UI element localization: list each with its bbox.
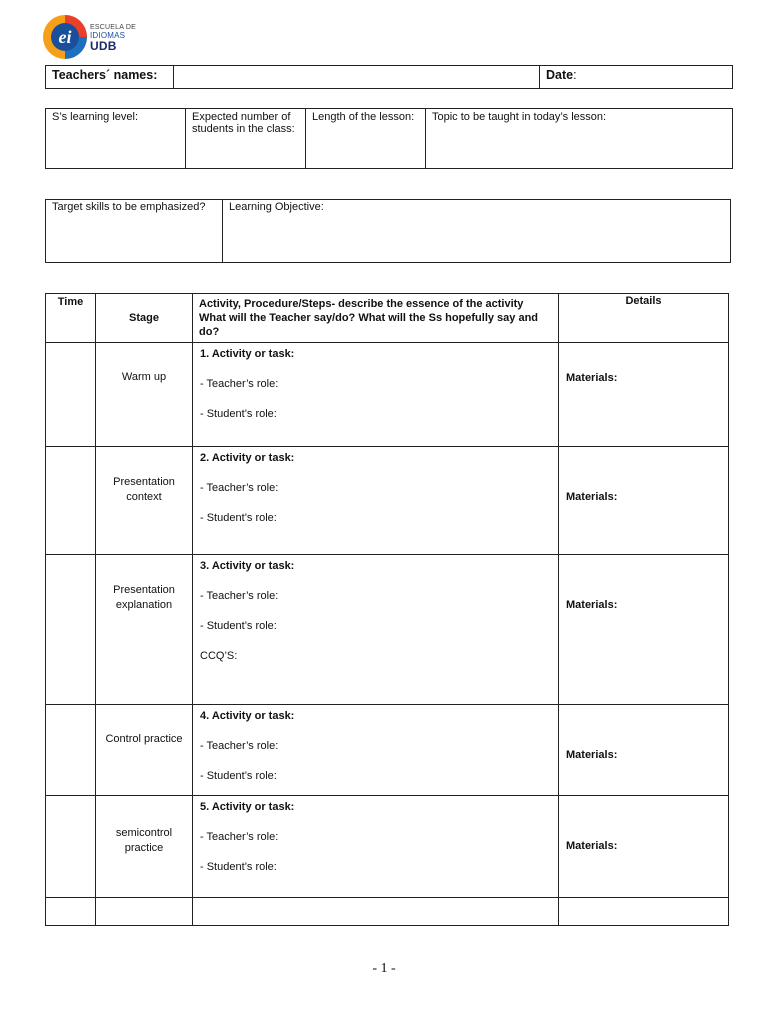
date-field[interactable]: Date:: [540, 66, 733, 89]
table-row: [46, 898, 729, 926]
stage-cell: Presentation explanation: [96, 555, 193, 705]
learning-level-cell[interactable]: S’s learning level:: [46, 109, 186, 169]
stage-cell: semicontrol practice: [96, 796, 193, 898]
time-header: Time: [46, 294, 96, 343]
school-logo: [40, 10, 160, 62]
time-cell[interactable]: [46, 343, 96, 447]
lesson-info-table: [45, 108, 733, 169]
learning-objective-cell[interactable]: Learning Objective:: [223, 200, 731, 263]
time-cell[interactable]: [46, 898, 96, 926]
skills-objective-table: [45, 199, 731, 263]
table-row: [46, 447, 729, 555]
plan-header-row: [46, 294, 729, 343]
activity-cell[interactable]: 2. Activity or task: - Teacher’s role: - Student’s role:: [193, 447, 559, 555]
materials-cell[interactable]: Materials:: [559, 796, 729, 898]
details-header: Details: [559, 294, 729, 343]
table-row: [46, 705, 729, 796]
teacher-date-table: [45, 65, 733, 89]
activity-cell[interactable]: 4. Activity or task: - Teacher’s role: - Student’s role:: [193, 705, 559, 796]
stage-header: Stage: [96, 294, 193, 343]
time-cell[interactable]: [46, 705, 96, 796]
table-row: [46, 796, 729, 898]
time-cell[interactable]: [46, 447, 96, 555]
lesson-topic-cell[interactable]: Topic to be taught in today’s lesson:: [426, 109, 733, 169]
target-skills-cell[interactable]: Target skills to be emphasized?: [46, 200, 223, 263]
stage-cell: Warm up: [96, 343, 193, 447]
materials-cell[interactable]: Materials:: [559, 343, 729, 447]
student-count-cell[interactable]: Expected number of students in the class:: [186, 109, 306, 169]
stage-cell[interactable]: [96, 898, 193, 926]
lesson-length-cell[interactable]: Length of the lesson:: [306, 109, 426, 169]
teachers-names-field[interactable]: [174, 66, 540, 89]
stage-cell: Control practice: [96, 705, 193, 796]
svg-text:ei: ei: [58, 27, 72, 47]
materials-cell[interactable]: Materials:: [559, 447, 729, 555]
activity-cell[interactable]: [193, 898, 559, 926]
stage-cell: Presentation context: [96, 447, 193, 555]
time-cell[interactable]: [46, 555, 96, 705]
activity-header: Activity, Procedure/Steps- describe the essence of the activity What will the Teacher say/do? What will the Ss hopefully say and do?: [193, 294, 559, 343]
table-row: [46, 343, 729, 447]
activity-cell[interactable]: 1. Activity or task: - Teacher’s role: - Student’s role:: [193, 343, 559, 447]
activity-cell[interactable]: 5. Activity or task: - Teacher’s role: - Student’s role:: [193, 796, 559, 898]
lesson-plan-table: [45, 293, 729, 926]
time-cell[interactable]: [46, 796, 96, 898]
materials-cell[interactable]: [559, 898, 729, 926]
materials-cell[interactable]: Materials:: [559, 705, 729, 796]
table-row: [46, 555, 729, 705]
ei-logo-icon: [40, 10, 90, 60]
materials-cell[interactable]: Materials:: [559, 555, 729, 705]
page-number: - 1 -: [372, 961, 396, 976]
activity-cell[interactable]: 3. Activity or task: - Teacher’s role: - Student’s role: CCQ’S:: [193, 555, 559, 705]
logo-wordmark: ESCUELA DE IDIOMAS UDB: [90, 24, 136, 53]
teachers-label-cell: Teachers´ names:: [46, 66, 174, 89]
